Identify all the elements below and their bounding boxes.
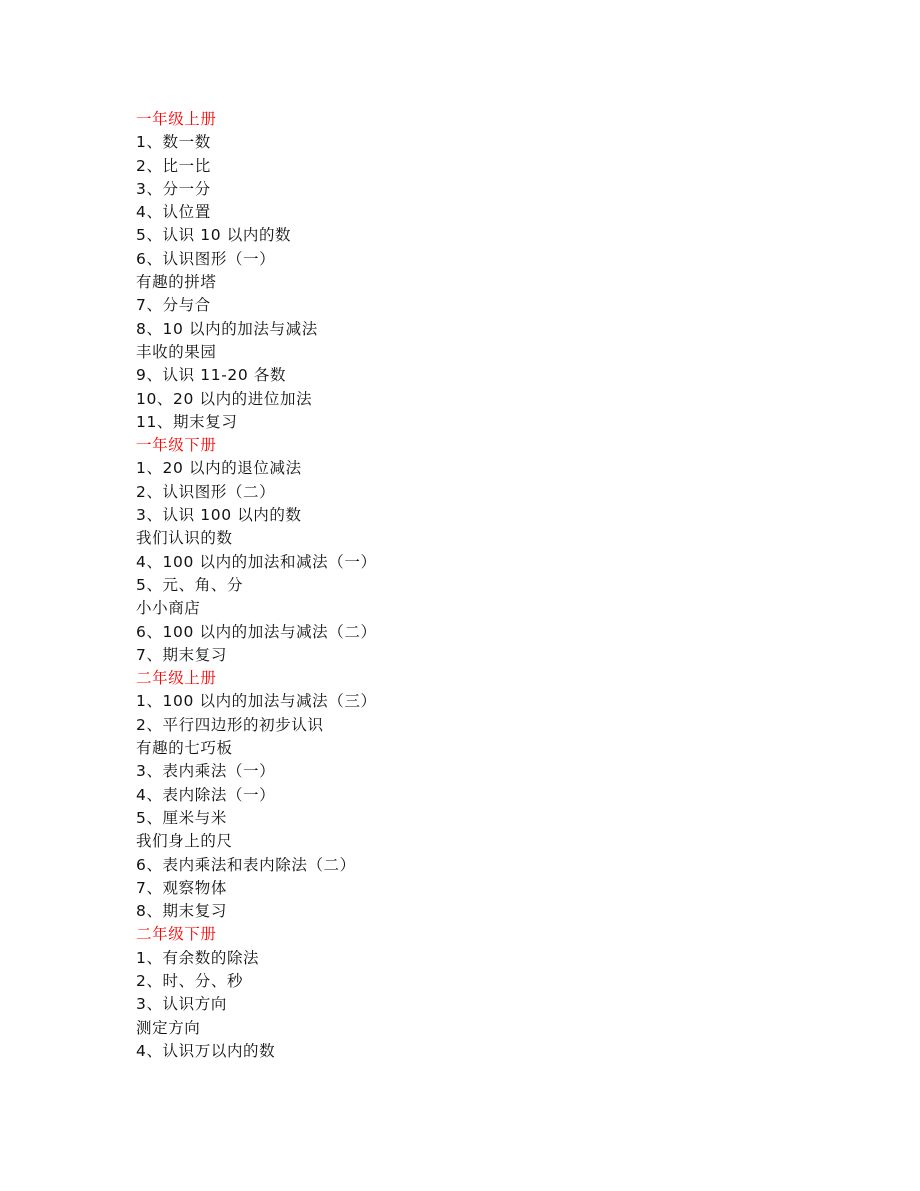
lesson-item: 5、厘米与米 (136, 808, 227, 827)
lesson-item: 3、表内乘法（一） (136, 762, 276, 781)
lesson-item: 丰收的果园 (136, 342, 217, 361)
lesson-item: 1、20 以内的退位减法 (136, 459, 302, 478)
lesson-item: 4、表内除法（一） (136, 785, 276, 804)
grade-heading: 一年级上册 (136, 110, 217, 128)
lesson-item: 有趣的七巧板 (136, 739, 233, 758)
lesson-item: 1、有余数的除法 (136, 948, 260, 967)
lesson-item: 7、观察物体 (136, 878, 227, 897)
lesson-item: 6、表内乘法和表内除法（二） (136, 855, 356, 874)
lesson-item: 1、数一数 (136, 133, 211, 152)
lesson-item: 3、认识 100 以内的数 (136, 506, 302, 525)
lesson-item: 1、100 以内的加法与减法（三） (136, 692, 377, 711)
grade-heading: 二年级下册 (136, 925, 217, 944)
lesson-item: 6、认识图形（一） (136, 249, 276, 268)
lesson-item: 11、期末复习 (136, 412, 238, 431)
lesson-item: 2、比一比 (136, 156, 211, 175)
lesson-item: 4、认识万以内的数 (136, 1041, 276, 1060)
grade-heading: 二年级上册 (136, 669, 217, 688)
lesson-item: 2、平行四边形的初步认识 (136, 715, 324, 734)
lesson-item: 我们身上的尺 (136, 832, 233, 851)
lesson-item: 测定方向 (136, 1018, 201, 1037)
lesson-item: 2、认识图形（二） (136, 482, 276, 501)
lesson-item: 10、20 以内的进位加法 (136, 389, 313, 408)
lesson-item: 2、时、分、秒 (136, 971, 244, 990)
lesson-item: 7、分与合 (136, 296, 211, 315)
lesson-item: 8、期末复习 (136, 902, 227, 921)
lesson-item: 3、认识方向 (136, 995, 227, 1014)
lesson-item: 小小商店 (136, 599, 201, 618)
lesson-item: 8、10 以内的加法与减法 (136, 319, 318, 338)
lesson-item: 3、分一分 (136, 179, 211, 198)
lesson-item: 5、认识 10 以内的数 (136, 226, 292, 245)
lesson-item: 4、100 以内的加法和减法（一） (136, 552, 377, 571)
lesson-item: 5、元、角、分 (136, 575, 244, 594)
lesson-item: 4、认位置 (136, 203, 211, 222)
lesson-item: 9、认识 11-20 各数 (136, 366, 287, 385)
lesson-item: 7、期末复习 (136, 645, 227, 664)
lesson-item: 6、100 以内的加法与减法（二） (136, 622, 377, 641)
grade-heading: 一年级下册 (136, 436, 217, 455)
lesson-item: 我们认识的数 (136, 529, 233, 548)
lesson-item: 有趣的拼塔 (136, 273, 217, 292)
document-body (136, 108, 836, 1063)
